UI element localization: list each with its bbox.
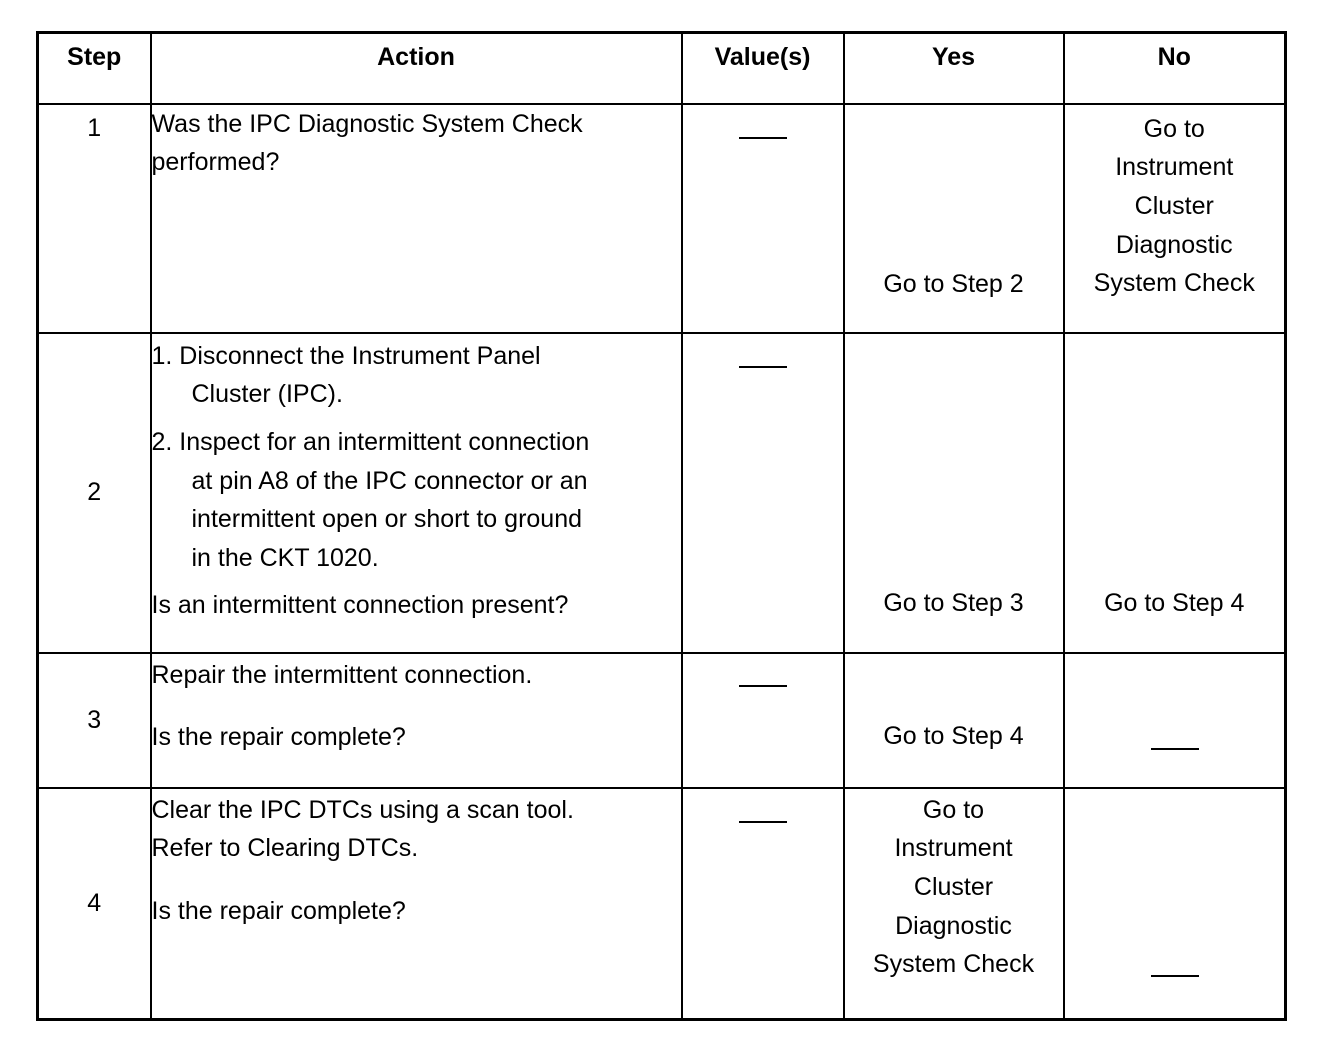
no-cell: [1064, 333, 1286, 653]
header-row: [38, 33, 1286, 104]
no-text: Go to: [1143, 114, 1205, 143]
no-text: Instrument: [1115, 153, 1234, 182]
no-cell: [1064, 653, 1286, 788]
action-text: Is an intermittent connection present?: [151, 590, 569, 619]
action-text: Clear the IPC DTCs using a scan tool.: [151, 795, 574, 824]
diagnostic-table: [36, 31, 1287, 1021]
table-row: [38, 333, 1286, 653]
table-row: [38, 653, 1286, 788]
header-action: Action: [151, 33, 682, 104]
header-no: No: [1064, 33, 1286, 104]
step-number: 2: [38, 333, 151, 653]
yes-text: Go to Step 3: [883, 588, 1024, 617]
action-cell: [151, 788, 682, 1020]
action-text: intermittent open or short to ground: [191, 505, 583, 534]
yes-cell: [844, 653, 1064, 788]
action-cell: [151, 104, 682, 333]
action-cell: [151, 333, 682, 653]
no-text: Go to Step 4: [1104, 588, 1245, 617]
step-number: 3: [38, 653, 151, 788]
yes-cell: [844, 788, 1064, 1020]
empty-value-dash: [739, 137, 787, 139]
empty-value-dash: [1151, 748, 1199, 750]
empty-value-dash: [739, 685, 787, 687]
empty-value-dash: [739, 821, 787, 823]
action-text: Refer to Clearing DTCs.: [151, 834, 419, 863]
yes-cell: [844, 333, 1064, 653]
step-number: 4: [38, 788, 151, 1020]
action-cell: [151, 653, 682, 788]
action-text: Cluster (IPC).: [191, 380, 343, 409]
table-row: [38, 104, 1286, 333]
header-yes: Yes: [844, 33, 1064, 104]
yes-text: Diagnostic: [895, 911, 1012, 940]
action-text: performed?: [151, 148, 280, 177]
yes-text: Go to Step 2: [883, 269, 1024, 298]
no-text: System Check: [1093, 269, 1255, 298]
yes-text: Instrument: [894, 834, 1013, 863]
value-cell: [682, 653, 844, 788]
yes-cell: [844, 104, 1064, 333]
action-text: Was the IPC Diagnostic System Check: [151, 109, 583, 138]
table-row: [38, 788, 1286, 1020]
yes-text: Cluster: [913, 872, 994, 901]
action-text: 1. Disconnect the Instrument Panel: [151, 341, 541, 370]
value-cell: [682, 333, 844, 653]
action-text: in the CKT 1020.: [191, 544, 379, 573]
header-values: Value(s): [682, 33, 844, 104]
empty-value-dash: [739, 366, 787, 368]
no-cell: [1064, 788, 1286, 1020]
action-text: at pin A8 of the IPC connector or an: [191, 466, 588, 495]
action-text: Repair the intermittent connection.: [151, 660, 533, 689]
no-cell: [1064, 104, 1286, 333]
no-text: Diagnostic: [1115, 230, 1233, 259]
step-number: 1: [38, 104, 151, 333]
header-step: Step: [38, 33, 151, 104]
empty-value-dash: [1151, 975, 1199, 977]
value-cell: [682, 104, 844, 333]
action-text: Is the repair complete?: [151, 896, 406, 925]
value-cell: [682, 788, 844, 1020]
action-text: Is the repair complete?: [151, 723, 406, 752]
no-text: Cluster: [1134, 191, 1214, 220]
yes-text: System Check: [872, 950, 1035, 979]
yes-text: Go to Step 4: [883, 721, 1024, 750]
action-text: 2. Inspect for an intermittent connection: [151, 427, 590, 456]
yes-text: Go to: [922, 795, 985, 824]
